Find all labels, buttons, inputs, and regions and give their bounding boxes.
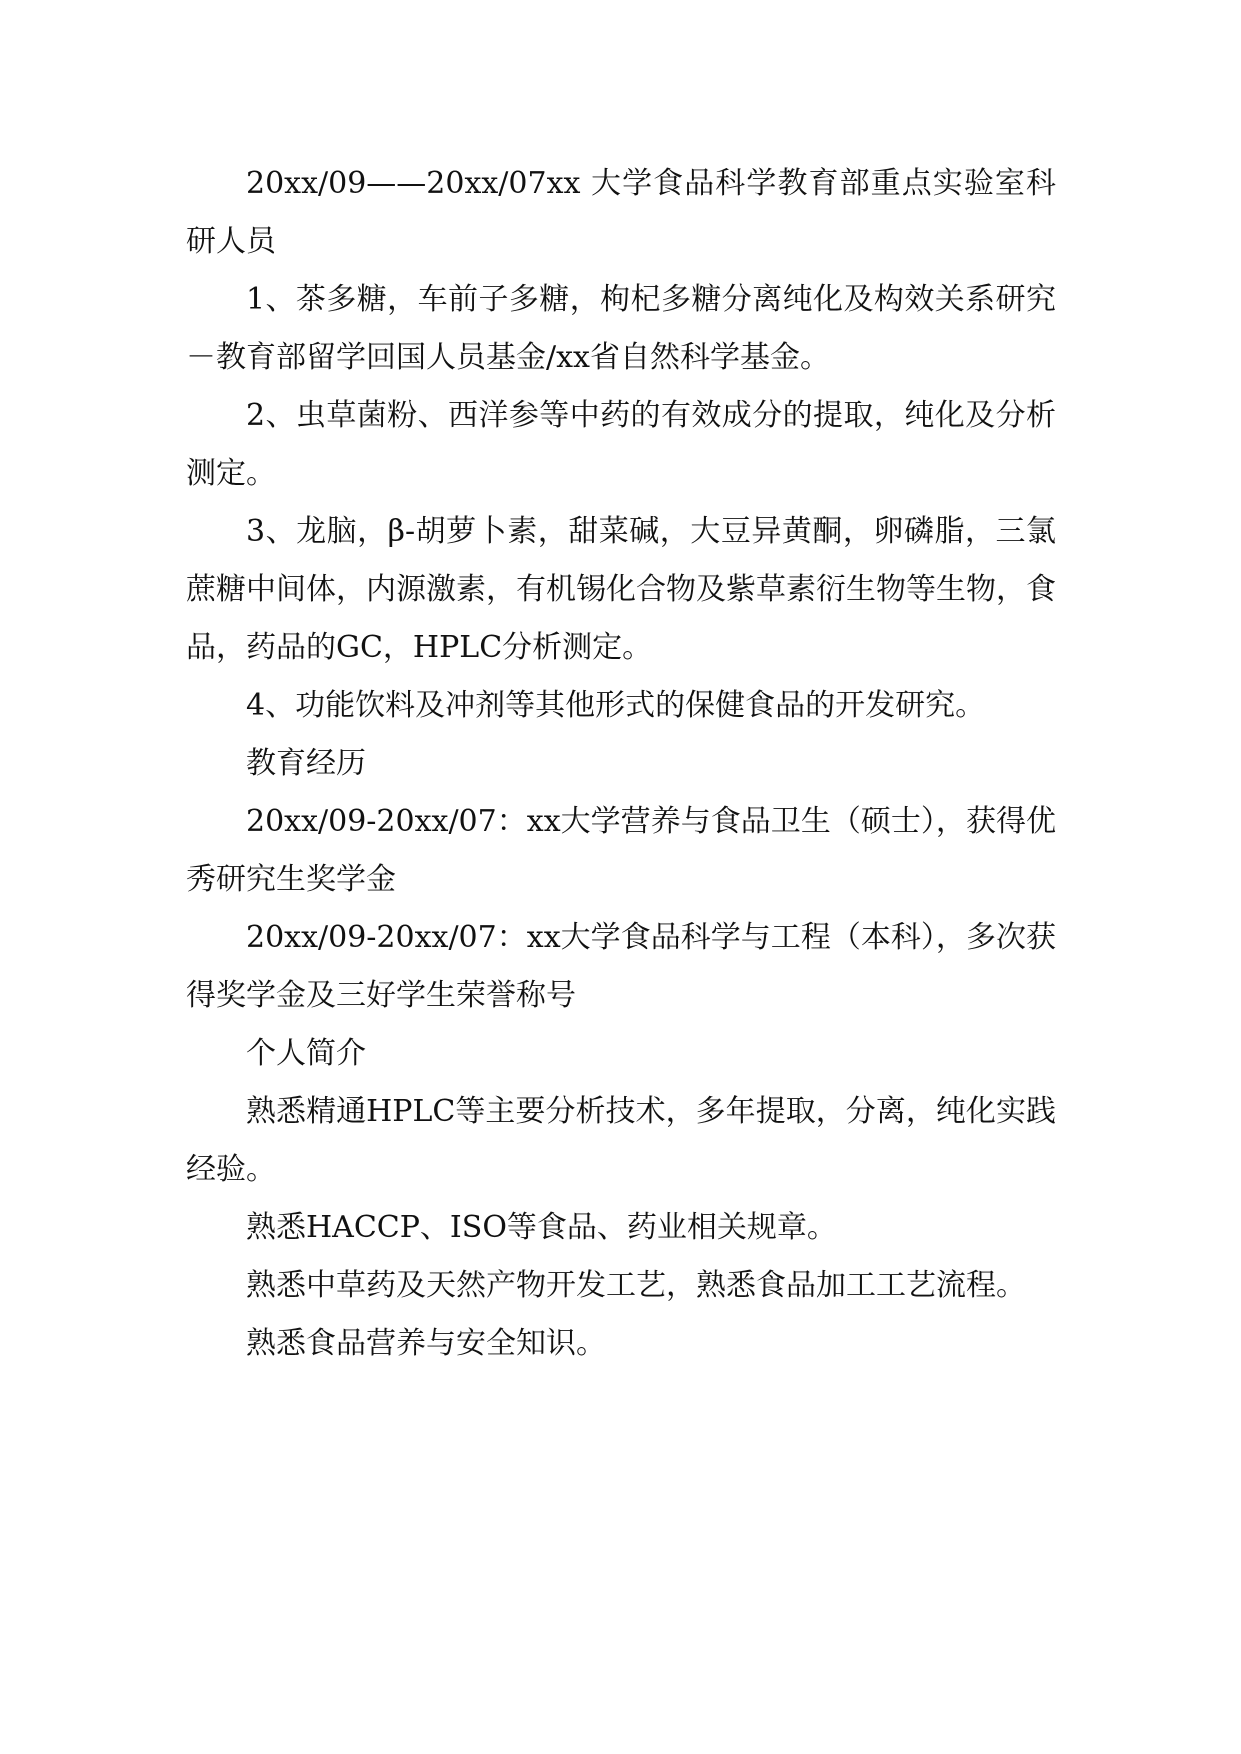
- education-heading: 教育经历: [246, 746, 366, 781]
- profile-item-3: 熟悉中草药及天然产物开发工艺，熟悉食品加工工艺流程。: [246, 1268, 1026, 1303]
- education-entry-masters: 20xx/09-20xx/07：xx大学营养与食品卫生（硕士），获得优秀研究生奖学金: [186, 804, 1056, 897]
- research-item-1: 1、茶多糖，车前子多糖，枸杞多糖分离纯化及构效关系研究－教育部留学回国人员基金/xx省自然科学基金。: [186, 282, 1056, 375]
- research-item-2: 2、虫草菌粉、西洋参等中药的有效成分的提取，纯化及分析测定。: [186, 398, 1056, 491]
- profile-item-4: 熟悉食品营养与安全知识。: [246, 1326, 606, 1361]
- research-item-4: 4、功能饮料及冲剂等其他形式的保健食品的开发研究。: [246, 688, 986, 723]
- research-role-paragraph: 20xx/09——20xx/07xx 大学食品科学教育部重点实验室科研人员: [186, 166, 1056, 259]
- education-entry-bachelors: 20xx/09-20xx/07：xx大学食品科学与工程（本科），多次获得奖学金及三好学生荣誉称号: [186, 920, 1056, 1013]
- profile-heading: 个人简介: [246, 1036, 366, 1071]
- profile-item-1: 熟悉精通HPLC等主要分析技术，多年提取，分离，纯化实践经验。: [186, 1094, 1056, 1187]
- research-item-3: 3、龙脑，β-胡萝卜素，甜菜碱，大豆异黄酮，卵磷脂，三氯蔗糖中间体，内源激素，有机锡化合物及紫草素衍生物等生物，食品，药品的GC，HPLC分析测定。: [186, 514, 1056, 665]
- document-page: [186, 155, 1056, 1373]
- profile-item-2: 熟悉HACCP、ISO等食品、药业相关规章。: [246, 1210, 837, 1245]
